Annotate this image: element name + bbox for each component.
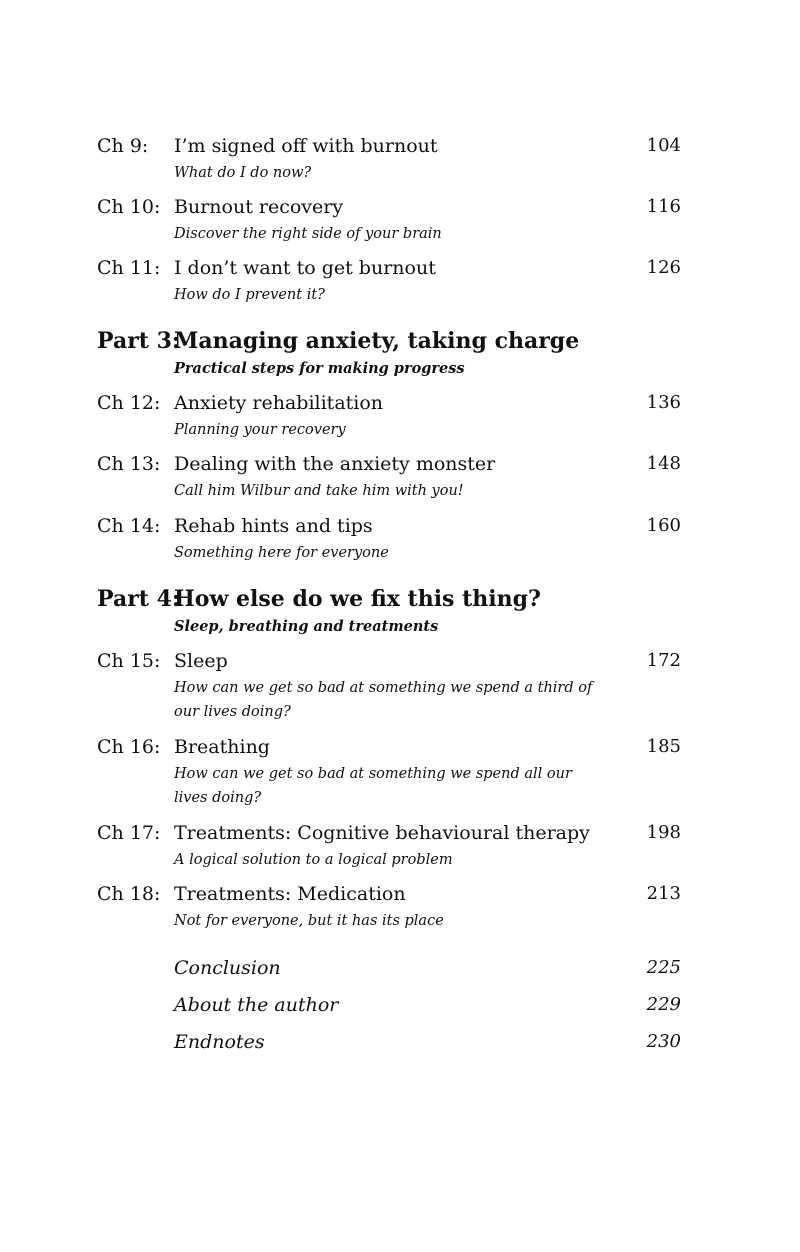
chapter-subtitle: Discover the right side of your brain — [174, 226, 442, 242]
page-number: 116 — [646, 196, 681, 217]
chapter-title: Dealing with the anxiety monster — [174, 453, 496, 475]
chapter-number: Ch 10: — [97, 196, 161, 218]
page-number: 185 — [646, 736, 681, 757]
page-number: 172 — [646, 650, 681, 671]
page-number: 213 — [646, 883, 681, 904]
chapter-title: Burnout recovery — [174, 196, 344, 218]
page-number: 229 — [646, 994, 681, 1015]
chapter-number: Ch 17: — [97, 822, 161, 844]
page-number: 136 — [646, 392, 681, 413]
part-number: Part 3: — [97, 328, 181, 354]
part-number: Part 4: — [97, 586, 181, 612]
chapter-number: Ch 11: — [97, 257, 161, 279]
chapter-number: Ch 12: — [97, 392, 161, 414]
chapter-subtitle: Call him Wilbur and take him with you! — [174, 483, 464, 499]
page-number: 230 — [646, 1031, 681, 1052]
chapter-subtitle: A logical solution to a logical problem — [174, 852, 453, 868]
chapter-title: I don’t want to get burnout — [174, 257, 436, 279]
chapter-title: Rehab hints and tips — [174, 515, 373, 537]
back-matter-title: Conclusion — [174, 957, 281, 979]
page-number: 198 — [646, 822, 681, 843]
chapter-subtitle: How can we get so bad at something we spend a third of our lives doing? — [174, 680, 593, 720]
page-number: 148 — [646, 453, 681, 474]
chapter-title: Treatments: Medication — [174, 883, 406, 905]
chapter-number: Ch 9: — [97, 135, 149, 157]
part-title: How else do we fix this thing? — [174, 586, 541, 612]
chapter-subtitle: Something here for everyone — [174, 545, 389, 561]
chapter-subtitle: Not for everyone, but it has its place — [174, 913, 444, 929]
chapter-subtitle: How do I prevent it? — [174, 287, 325, 303]
part-subtitle: Sleep, breathing and treatments — [174, 618, 439, 635]
back-matter-title: About the author — [174, 994, 339, 1016]
part-title: Managing anxiety, taking charge — [174, 328, 580, 354]
page-number: 126 — [646, 257, 681, 278]
part-subtitle: Practical steps for making progress — [174, 360, 465, 377]
page-number: 104 — [646, 135, 681, 156]
chapter-title: I’m signed off with burnout — [174, 135, 438, 157]
chapter-subtitle: How can we get so bad at something we spend all our lives doing? — [174, 766, 572, 806]
chapter-subtitle: What do I do now? — [174, 165, 312, 181]
chapter-title: Anxiety rehabilitation — [174, 392, 384, 414]
chapter-number: Ch 16: — [97, 736, 161, 758]
chapter-number: Ch 15: — [97, 650, 161, 672]
chapter-title: Breathing — [174, 736, 270, 758]
page-number: 225 — [646, 957, 681, 978]
back-matter-title: Endnotes — [174, 1031, 265, 1053]
chapter-number: Ch 18: — [97, 883, 161, 905]
chapter-number: Ch 14: — [97, 515, 161, 537]
chapter-title: Treatments: Cognitive behavioural therapy — [174, 822, 590, 844]
chapter-number: Ch 13: — [97, 453, 161, 475]
chapter-subtitle: Planning your recovery — [174, 422, 346, 438]
page-number: 160 — [646, 515, 681, 536]
chapter-title: Sleep — [174, 650, 228, 672]
